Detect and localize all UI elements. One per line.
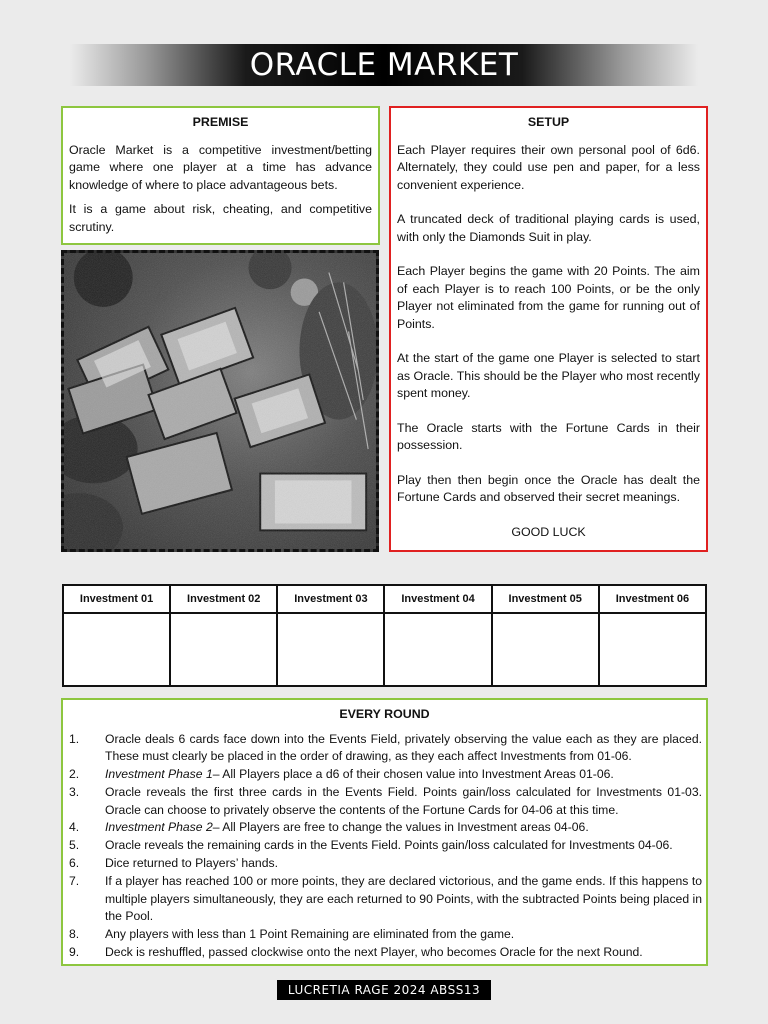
investment-header-row <box>63 585 706 613</box>
step-number: 2. <box>69 767 80 782</box>
list-item <box>67 926 702 944</box>
setup-box <box>389 106 708 552</box>
tarot-cards-photo <box>61 250 379 552</box>
good-luck-text: GOOD LUCK <box>511 524 586 539</box>
investment-area-04 <box>384 613 491 686</box>
investment-area-03 <box>277 613 384 686</box>
investment-area-row <box>63 613 706 686</box>
every-round-box <box>61 698 708 966</box>
setup-heading: SETUP <box>527 115 570 129</box>
list-item <box>67 784 702 820</box>
footer-credit: LUCRETIA RAGE 2024 ABSS13 <box>277 980 491 1000</box>
setup-paragraph: Each Player begins the game with 20 Points. The aim of each Player is to reach 100 Points, or be the only Player not eliminated from the game for running out of Points. <box>397 264 700 331</box>
investment-header: Investment 06 <box>599 585 706 613</box>
investment-area-01 <box>63 613 170 686</box>
round-steps-list <box>67 731 702 962</box>
step-number: 5. <box>69 838 80 853</box>
step-label: Investment Phase 2 <box>105 820 213 835</box>
list-item <box>67 873 702 926</box>
list-item <box>67 944 702 962</box>
step-number: 6. <box>69 856 80 871</box>
step-body: – All Players place a d6 of their chosen value into Investment Areas 01-06. <box>212 767 614 782</box>
list-item <box>67 766 702 784</box>
step-label: Investment Phase 1 <box>105 767 213 782</box>
step-text <box>105 766 702 784</box>
setup-paragraph: The Oracle starts with the Fortune Cards in their possession. <box>397 420 700 452</box>
list-item <box>67 837 702 855</box>
list-item <box>67 855 702 873</box>
step-text <box>105 819 702 837</box>
investment-area-02 <box>170 613 277 686</box>
investment-header: Investment 02 <box>170 585 277 613</box>
step-text: Oracle reveals the remaining cards in the Events Field. Points gain/loss calculated for Investments 04-06. <box>105 838 673 853</box>
premise-paragraph: It is a game about risk, cheating, and competitive scrutiny. <box>69 202 372 234</box>
step-text: Any players with less than 1 Point Remaining are eliminated from the game. <box>105 927 515 942</box>
premise-heading: PREMISE <box>192 115 249 129</box>
investment-header: Investment 05 <box>492 585 599 613</box>
every-round-heading: EVERY ROUND <box>339 707 430 721</box>
investment-header: Investment 03 <box>277 585 384 613</box>
step-number: 4. <box>69 820 80 835</box>
investment-header: Investment 01 <box>63 585 170 613</box>
page-title: ORACLE MARKET <box>249 47 519 83</box>
investment-area-06 <box>599 613 706 686</box>
setup-paragraph: Each Player requires their own personal pool of 6d6. Alternately, they could use pen and paper, for a less convenient experience. <box>397 142 700 192</box>
investment-table <box>62 584 707 687</box>
investment-header: Investment 04 <box>384 585 491 613</box>
step-number: 8. <box>69 927 80 942</box>
investment-area-05 <box>492 613 599 686</box>
step-number: 9. <box>69 945 80 960</box>
step-number: 3. <box>69 784 80 799</box>
step-number: 1. <box>69 731 80 746</box>
setup-paragraph: Play then then begin once the Oracle has dealt the Fortune Cards and observed their secret meanings. <box>397 472 700 504</box>
step-text: Deck is reshuffled, passed clockwise onto the next Player, who becomes Oracle for the next Round. <box>105 945 643 960</box>
step-body: – All Players are free to change the values in Investment areas 04-06. <box>212 820 589 835</box>
premise-paragraph: Oracle Market is a competitive investment/betting game where one player at a time has advance knowledge of where to place advantageous bets. <box>69 142 372 192</box>
step-number: 7. <box>69 873 80 888</box>
step-text: Dice returned to Players’ hands. <box>105 856 278 871</box>
setup-paragraph: At the start of the game one Player is selected to start as Oracle. This should be the Player who most recently spent money. <box>397 351 700 400</box>
step-text: Oracle reveals the first three cards in the Events Field. Points gain/loss calculated for Investments 01-03. Oracle can choose to privately observe the contents of the Fortune Cards for 04-06 at this time. <box>105 784 702 817</box>
title-banner <box>70 44 698 86</box>
list-item <box>67 731 702 767</box>
list-item <box>67 819 702 837</box>
setup-paragraph: A truncated deck of traditional playing cards is used, with only the Diamonds Suit in play. <box>397 212 700 244</box>
premise-box <box>61 106 380 245</box>
step-text: If a player has reached 100 or more points, they are declared victorious, and the game ends. If this happens to multiple players simultaneously, they are each returned to 90 Points, with the subtracted Points being placed in the Pool. <box>105 873 702 924</box>
step-text: Oracle deals 6 cards face down into the Events Field, privately observing the value each as they are placed. These must clearly be placed in the order of drawing, as they each affect Investments from 01-06. <box>105 731 702 764</box>
